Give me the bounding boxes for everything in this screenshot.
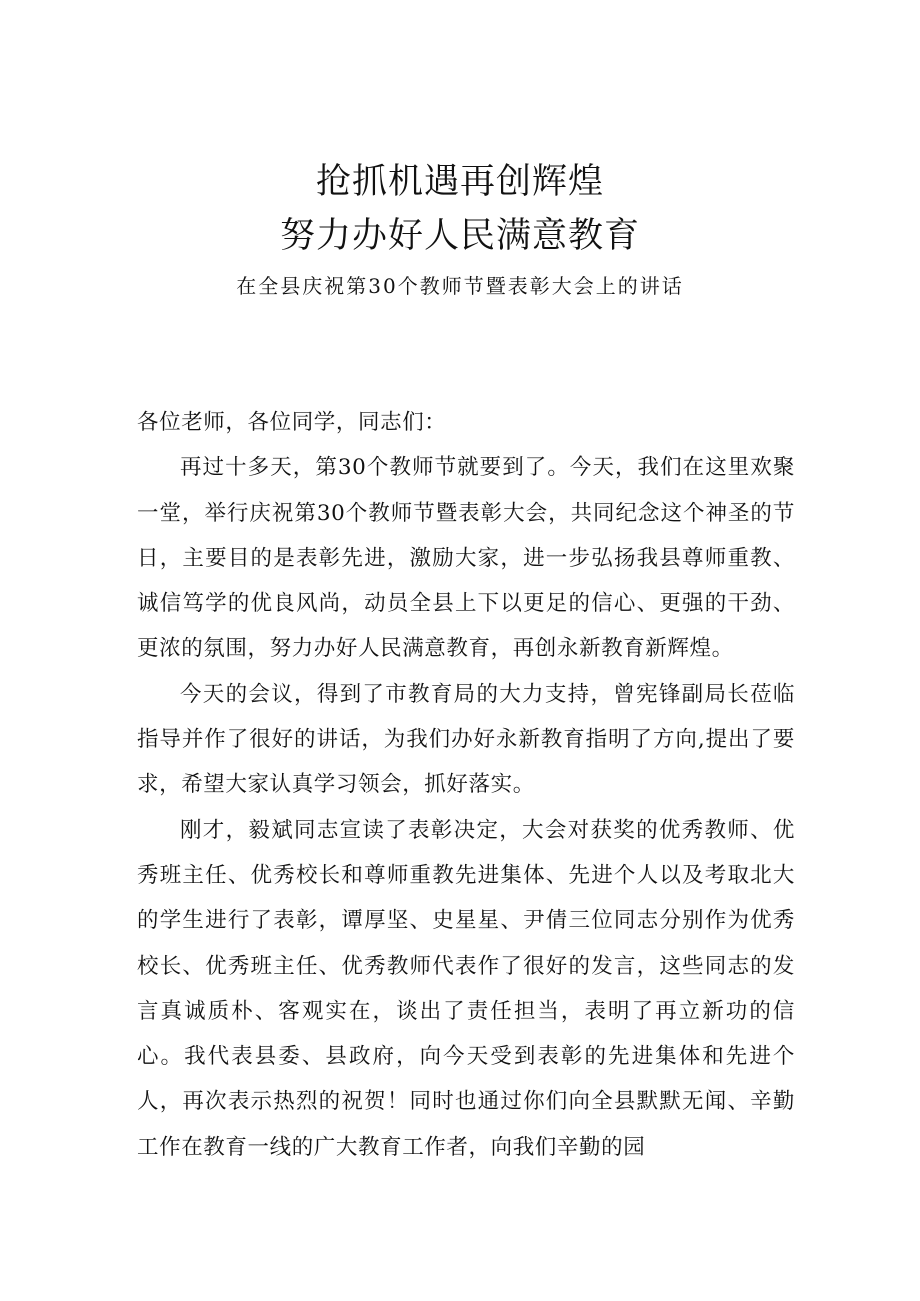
salutation: 各位老师，各位同学，同志们： xyxy=(137,410,447,435)
speech-body xyxy=(137,400,795,1170)
title-line-1: 抢抓机遇再创辉煌 xyxy=(315,162,604,202)
paragraph-1: 再过十多天，第30个教师节就要到了。今天，我们在这里欢聚一堂，举行庆祝第30个教师节暨表彰大会，共同纪念这个神圣的节日，主要目的是表彰先进，激励大家，进一步弘扬我县尊师重教、诚信笃学的优良风尚，动员全县上下以更足的信心、更强的干劲、更浓的氛围，努力办好人民满意教育，再创永新教育新辉煌。 xyxy=(137,455,795,662)
title-line-2: 努力办好人民满意教育 xyxy=(279,216,640,256)
subtitle: 在全县庆祝第30个教师节暨表彰大会上的讲话 xyxy=(236,274,684,298)
paragraph-3: 刚才，毅斌同志宣读了表彰决定，大会对获奖的优秀教师、优秀班主任、优秀校长和尊师重教先进集体、先进个人以及考取北大的学生进行了表彰，谭厚坚、史星星、尹倩三位同志分别作为优秀校长、优秀班主任、优秀教师代表作了很好的发言，这些同志的发言真诚质朴、客观实在，谈出了责任担当，表明了再立新功的信心。我代表县委、县政府，向今天受到表彰的先进集体和先进个人，再次表示热烈的祝贺！同时也通过你们向全县默默无闻、辛勤工作在教育一线的广大教育工作者，向我们辛勤的园 xyxy=(137,817,795,1160)
paragraph-2: 今天的会议，得到了市教育局的大力支持，曾宪锋副局长莅临指导并作了很好的讲话，为我们办好永新教育指明了方向,提出了要求，希望大家认真学习领会，抓好落实。 xyxy=(137,681,795,798)
